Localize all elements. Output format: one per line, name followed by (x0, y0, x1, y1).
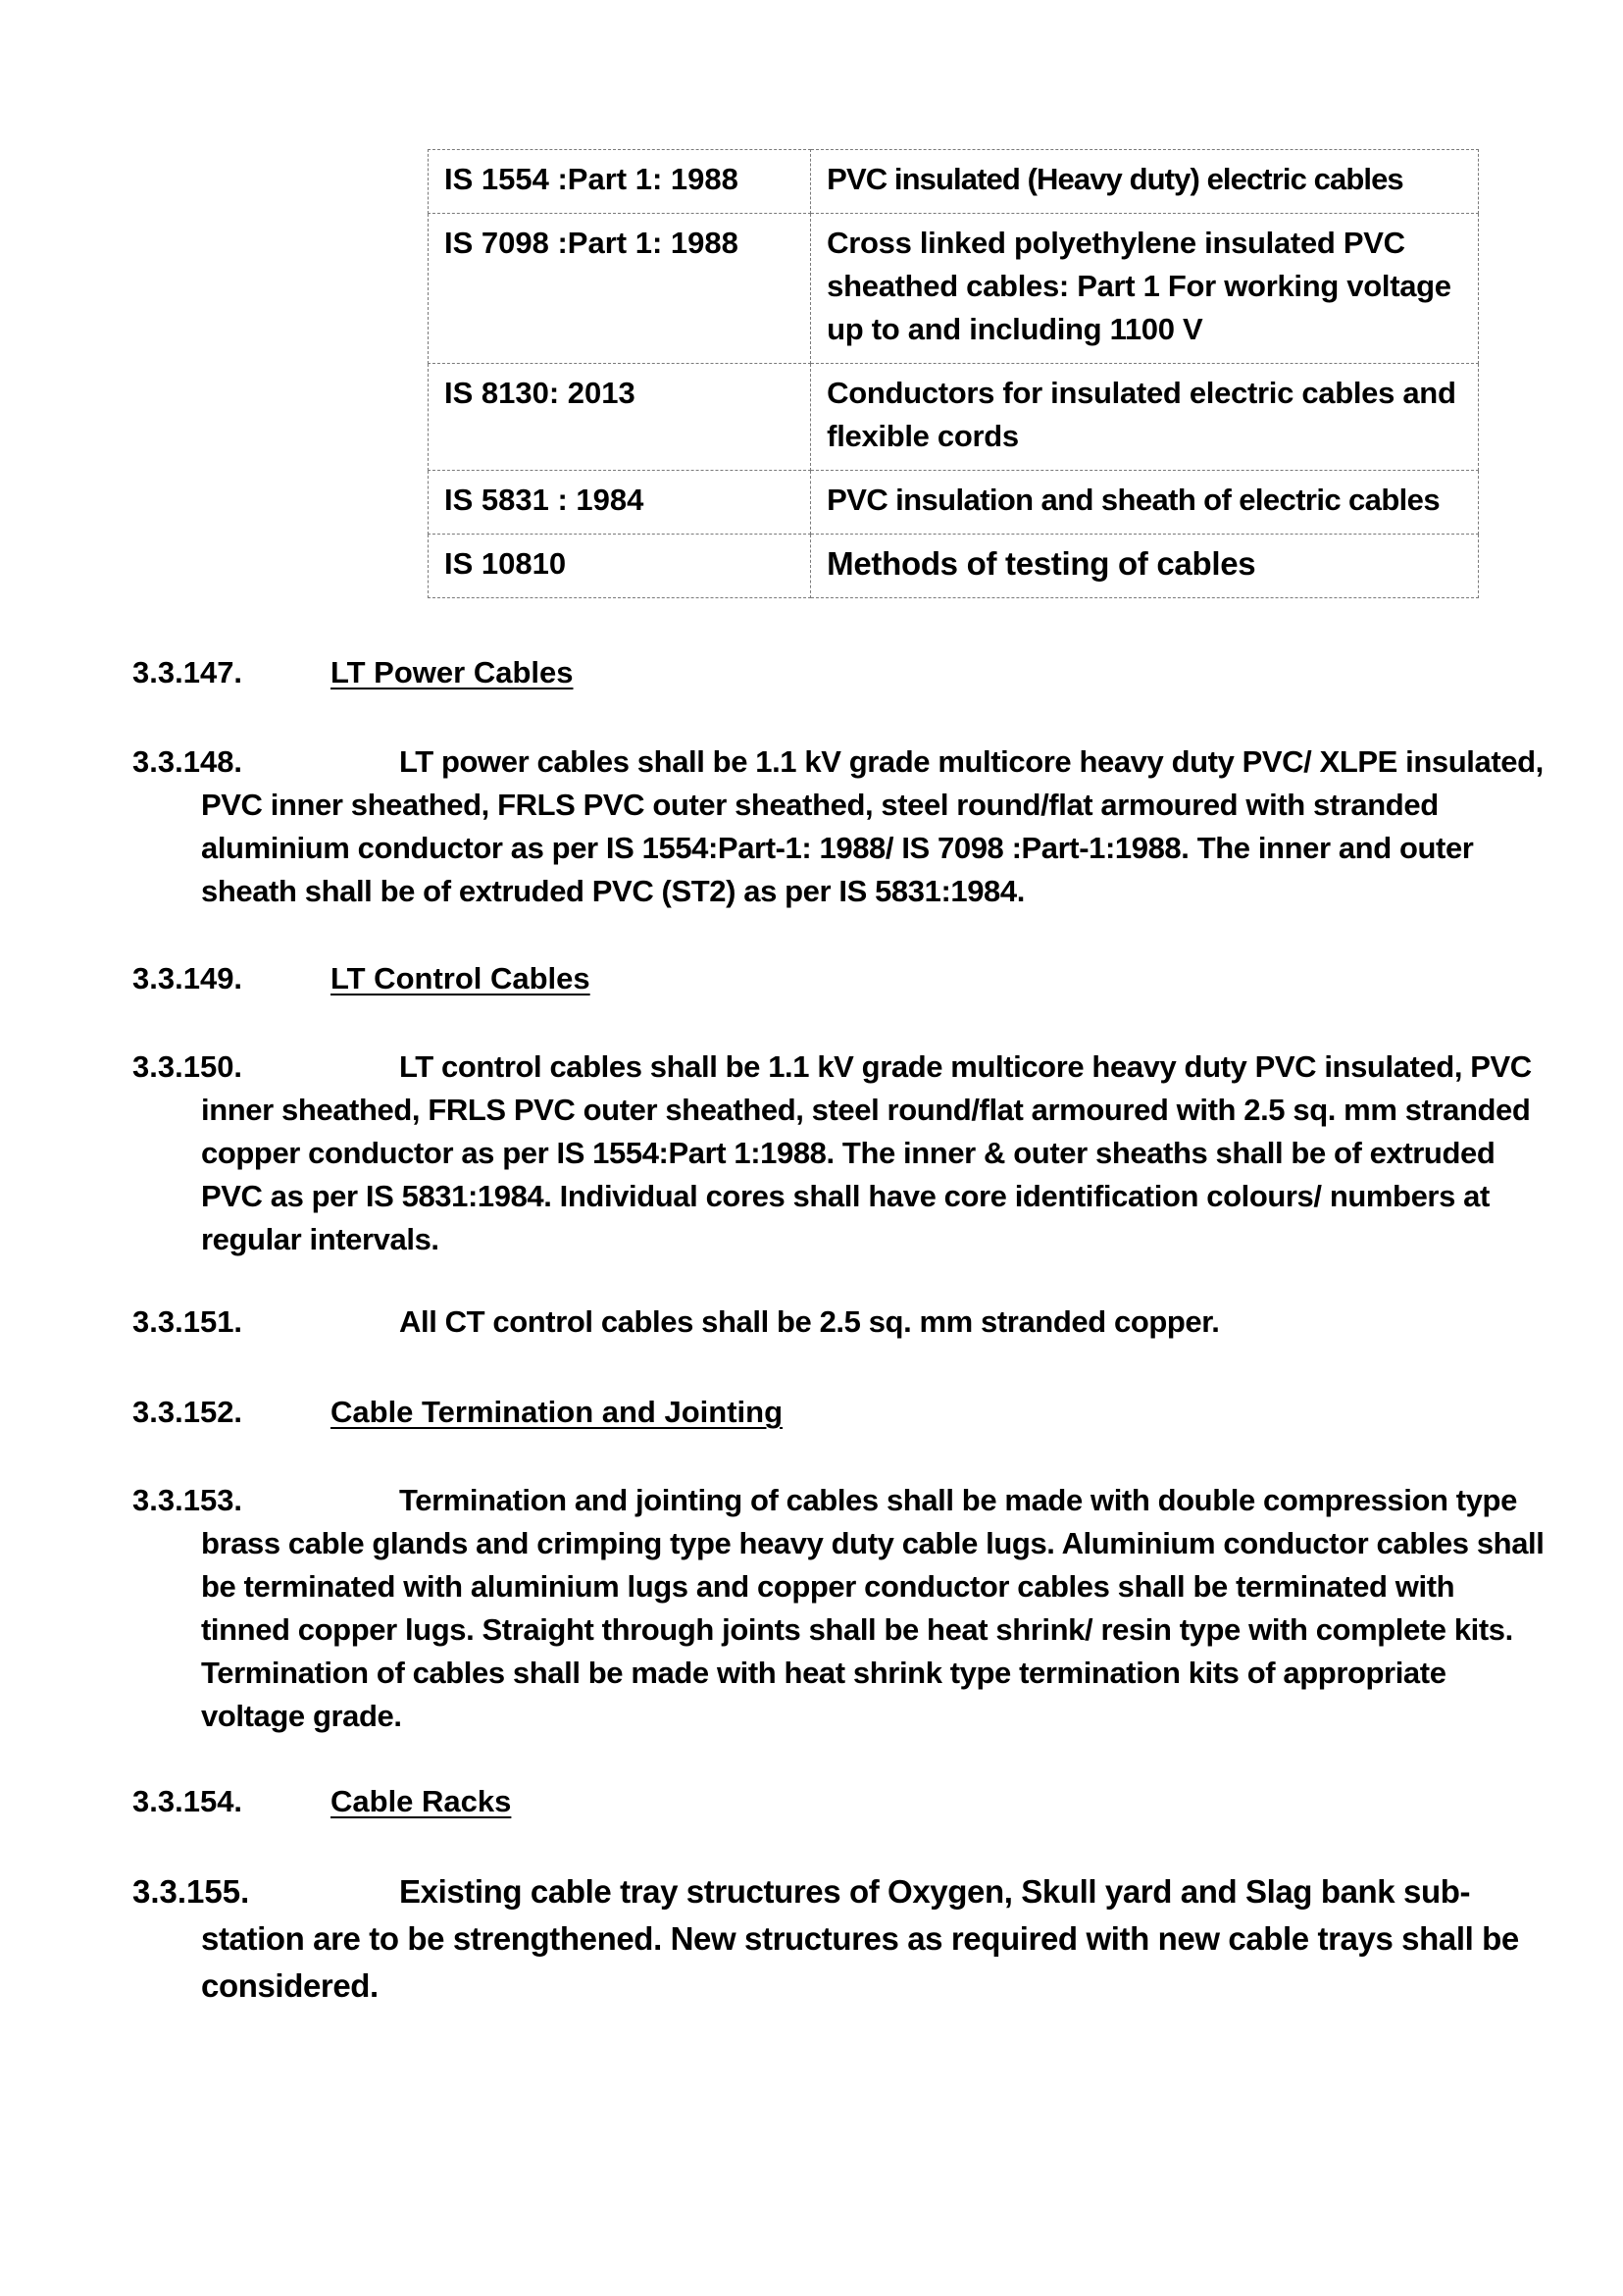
clause-text: LT control cables shall be 1.1 kV grade multicore heavy duty PVC insulated, PVC inner sheathed, FRLS PVC outer sheathed, steel round/flat armoured with 2.5 sq. mm stranded copper conductor as per IS 1554:Part 1:1988. The inner & outer sheaths shall be of extruded PVC as per IS 5831:1984. Individual cores shall have core identification colours/ numbers at regular intervals. (201, 1049, 1532, 1256)
section-heading-lt-power-cables: LT Power Cables (330, 655, 574, 689)
standard-code: IS 5831 : 1984 (429, 471, 811, 535)
standard-description: PVC insulated (Heavy duty) electric cables (811, 150, 1479, 214)
standard-description: Conductors for insulated electric cables and flexible cords (811, 364, 1479, 471)
standard-description: Cross linked polyethylene insulated PVC sheathed cables: Part 1 For working voltage up to and including 1100 V (811, 214, 1479, 364)
standard-code: IS 10810 (429, 535, 811, 598)
section-heading-cable-termination: Cable Termination and Jointing (330, 1395, 784, 1429)
standard-code: IS 1554 :Part 1: 1988 (429, 150, 811, 214)
table-row (429, 364, 1479, 471)
section-heading-cable-racks: Cable Racks (330, 1784, 512, 1818)
clause-number: 3.3.153. (132, 1483, 243, 1517)
table-row (429, 535, 1479, 598)
clause-text: Existing cable tray structures of Oxygen, Skull yard and Slag bank sub-station are to be strengthened. New structures as required with new cable trays shall be considered. (201, 1873, 1519, 2004)
clause-number: 3.3.154. (132, 1784, 243, 1818)
clause-number: 3.3.149. (132, 961, 243, 995)
clause-text: Termination and jointing of cables shall be made with double compression type brass cable glands and crimping type heavy duty cable lugs. Aluminium conductor cables shall be terminated with aluminium lugs and copper conductor cables shall be terminated with tinned copper lugs. Straight through joints shall be heat shrink/ resin type with complete kits. Termination of cables shall be made with heat shrink type termination kits of appropriate voltage grade. (201, 1483, 1545, 1733)
standard-description: PVC insulation and sheath of electric cables (811, 471, 1479, 535)
clause-text: LT power cables shall be 1.1 kV grade multicore heavy duty PVC/ XLPE insulated, PVC inner sheathed, FRLS PVC outer sheathed, steel round/flat armoured with stranded aluminium conductor as per IS 1554:Part-1: 1988/ IS 7098 :Part-1:1988. The inner and outer sheath shall be of extruded PVC (ST2) as per IS 5831:1984. (201, 744, 1544, 908)
standards-table (428, 149, 1479, 598)
standard-code: IS 8130: 2013 (429, 364, 811, 471)
clause-number: 3.3.155. (132, 1873, 250, 1910)
standard-code: IS 7098 :Part 1: 1988 (429, 214, 811, 364)
table-row (429, 214, 1479, 364)
clause-3-3-148 (132, 740, 1545, 913)
clause-3-3-150 (132, 1046, 1545, 1261)
clause-3-3-151 (132, 1301, 1545, 1344)
clause-number: 3.3.152. (132, 1395, 243, 1429)
clause-3-3-155 (132, 1868, 1545, 2010)
clause-text: All CT control cables shall be 2.5 sq. mm stranded copper. (399, 1304, 1220, 1339)
clause-number: 3.3.151. (132, 1304, 243, 1339)
standard-description: Methods of testing of cables (811, 535, 1479, 598)
table-row (429, 150, 1479, 214)
clause-number: 3.3.147. (132, 655, 243, 689)
clause-number: 3.3.148. (132, 744, 243, 779)
section-heading-lt-control-cables: LT Control Cables (330, 961, 590, 995)
table-row (429, 471, 1479, 535)
clause-3-3-153 (132, 1479, 1545, 1738)
clause-number: 3.3.150. (132, 1049, 243, 1084)
